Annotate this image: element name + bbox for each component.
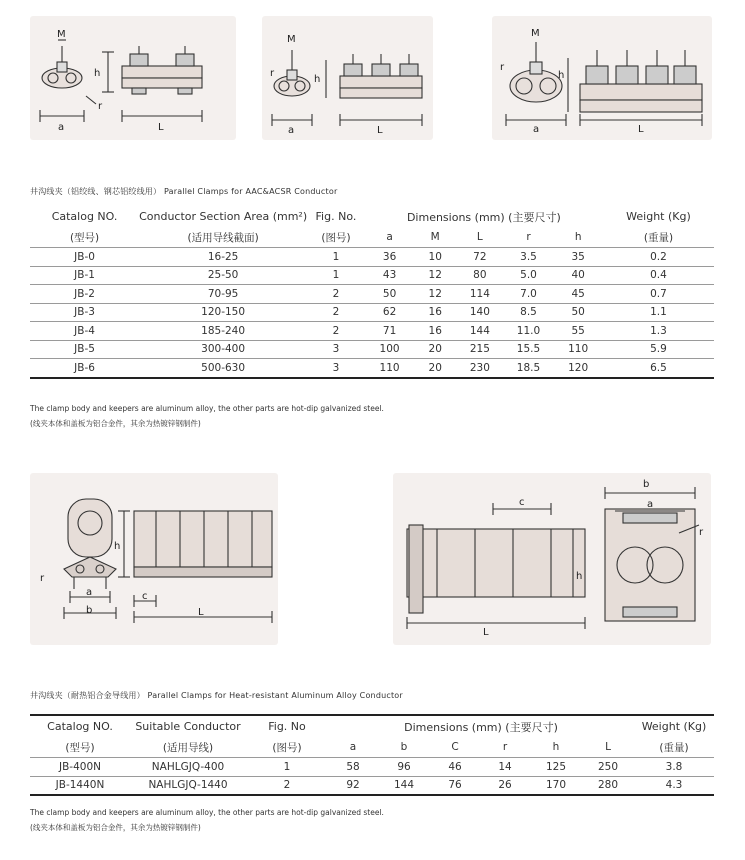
fig5-label-c: c: [519, 497, 525, 508]
cell-h: 35: [553, 248, 603, 267]
cell-conductor: 500-630: [139, 359, 307, 378]
subheader-h: h: [530, 737, 582, 758]
cell-C: 46: [430, 758, 480, 777]
table-row: [30, 303, 714, 322]
fig1-label-L: L: [158, 122, 164, 133]
cell-conductor: NAHLGJQ-400: [130, 758, 246, 777]
subheader-conductor: (适用导线): [130, 737, 246, 758]
cell-L: 215: [456, 340, 504, 359]
fig3-label-r: r: [500, 62, 505, 73]
header-fig: Fig. No: [246, 715, 328, 737]
cell-M: 20: [414, 340, 456, 359]
cell-conductor: 185-240: [139, 322, 307, 341]
subheader-r: r: [480, 737, 530, 758]
header-dimensions: Dimensions (mm) (主要尺寸): [406, 210, 561, 224]
cell-r: 7.0: [504, 285, 554, 304]
subheader-a: a: [365, 227, 415, 248]
cell-fig: 2: [307, 285, 365, 304]
cell-a: 92: [328, 776, 378, 795]
cell-L: 144: [456, 322, 504, 341]
header-weight: Weight (Kg): [634, 715, 714, 737]
fig3-label-M: M: [531, 28, 540, 39]
subheader-a: a: [328, 737, 378, 758]
cell-L: 250: [582, 758, 634, 777]
cell-a: 43: [365, 266, 415, 285]
cell-C: 76: [430, 776, 480, 795]
cell-a: 62: [365, 303, 415, 322]
cell-a: 100: [365, 340, 415, 359]
cell-h: 125: [530, 758, 582, 777]
cell-L: 140: [456, 303, 504, 322]
header-weight: Weight (Kg): [626, 210, 691, 223]
clamp-drawing-2: [262, 16, 433, 140]
cell-fig: 1: [246, 758, 328, 777]
cell-h: 40: [553, 266, 603, 285]
cell-h: 170: [530, 776, 582, 795]
fig4-label-L: L: [198, 607, 204, 618]
figure-jb-type-2: [262, 16, 433, 140]
section2-note-en: The clamp body and keepers are aluminum alloy, the other parts are hot-dip galvanized steel.: [30, 808, 384, 817]
cell-catalog: JB-0: [30, 248, 139, 267]
cell-weight: 4.3: [634, 776, 714, 795]
subheader-fig: (图号): [246, 737, 328, 758]
clamp-drawing-4: [30, 473, 278, 645]
cell-fig: 2: [307, 303, 365, 322]
cell-a: 58: [328, 758, 378, 777]
fig5-label-b: b: [643, 479, 650, 490]
header-fig: Fig. No.: [315, 210, 357, 223]
cell-conductor: 70-95: [139, 285, 307, 304]
cell-r: 8.5: [504, 303, 554, 322]
cell-L: 280: [582, 776, 634, 795]
cell-weight: 6.5: [603, 359, 714, 378]
cell-r: 26: [480, 776, 530, 795]
table-row: [30, 266, 714, 285]
table-row: [30, 248, 714, 267]
cell-catalog: JB-2: [30, 285, 139, 304]
cell-catalog: JB-400N: [30, 758, 130, 777]
section1-note-cn: (线夹本体和盖板为铝合金件，其余为热镀锌钢制件): [30, 419, 201, 428]
subheader-weight: (重量): [634, 737, 714, 758]
cell-weight: 3.8: [634, 758, 714, 777]
section2-subheader-row: [30, 737, 714, 758]
fig1-label-M: M: [57, 29, 66, 40]
clamp-drawing-1: [30, 16, 236, 140]
figure-jb-type-1: [30, 16, 236, 140]
cell-conductor: 25-50: [139, 266, 307, 285]
cell-h: 45: [553, 285, 603, 304]
cell-M: 12: [414, 266, 456, 285]
cell-a: 50: [365, 285, 415, 304]
cell-conductor: NAHLGJQ-1440: [130, 776, 246, 795]
cell-conductor: 120-150: [139, 303, 307, 322]
cell-catalog: JB-5: [30, 340, 139, 359]
cell-h: 120: [553, 359, 603, 378]
cell-fig: 1: [307, 248, 365, 267]
fig3-label-h: h: [558, 70, 565, 81]
section1-title: 井沟线夹（铝绞线、钢芯铝绞线用） Parallel Clamps for AAC&ACSR Conductor: [30, 187, 338, 196]
fig2-label-h: h: [314, 74, 321, 85]
cell-fig: 1: [307, 266, 365, 285]
cell-fig: 2: [246, 776, 328, 795]
cell-L: 72: [456, 248, 504, 267]
cell-a: 71: [365, 322, 415, 341]
fig3-label-L: L: [638, 124, 644, 135]
cell-r: 18.5: [504, 359, 554, 378]
cell-catalog: JB-4: [30, 322, 139, 341]
cell-r: 14: [480, 758, 530, 777]
fig1-label-a: a: [58, 122, 65, 133]
subheader-b: b: [378, 737, 430, 758]
section1-spec-table: [30, 206, 714, 379]
table-row: [30, 776, 714, 795]
fig4-label-c: c: [142, 591, 148, 602]
figure-jb-type-3: [492, 16, 712, 140]
clamp-drawing-5: [393, 473, 711, 645]
cell-r: 15.5: [504, 340, 554, 359]
table-row: [30, 285, 714, 304]
table-row: [30, 359, 714, 378]
fig5-label-r: r: [699, 527, 704, 538]
fig2-label-r: r: [270, 68, 275, 79]
fig2-label-L: L: [377, 125, 383, 136]
fig4-label-a: a: [86, 587, 93, 598]
cell-weight: 1.3: [603, 322, 714, 341]
cell-M: 12: [414, 285, 456, 304]
cell-a: 110: [365, 359, 415, 378]
cell-weight: 5.9: [603, 340, 714, 359]
cell-L: 114: [456, 285, 504, 304]
fig3-label-a: a: [533, 124, 540, 135]
subheader-fig: (图号): [307, 227, 365, 248]
header-conductor: Suitable Conductor: [130, 715, 246, 737]
cell-a: 36: [365, 248, 415, 267]
cell-conductor: 16-25: [139, 248, 307, 267]
cell-weight: 0.2: [603, 248, 714, 267]
cell-fig: 3: [307, 359, 365, 378]
cell-weight: 0.7: [603, 285, 714, 304]
cell-b: 96: [378, 758, 430, 777]
cell-catalog: JB-1: [30, 266, 139, 285]
cell-fig: 3: [307, 340, 365, 359]
section1-header-row: [30, 206, 714, 227]
table-row: [30, 340, 714, 359]
subheader-M: M: [414, 227, 456, 248]
table-row: [30, 322, 714, 341]
section1-note-en: The clamp body and keepers are aluminum alloy, the other parts are hot-dip galvanized steel.: [30, 404, 384, 413]
cell-weight: 1.1: [603, 303, 714, 322]
subheader-C: C: [430, 737, 480, 758]
cell-L: 80: [456, 266, 504, 285]
figure-jb-n-type-2: [393, 473, 711, 645]
fig5-label-L: L: [483, 627, 489, 638]
cell-weight: 0.4: [603, 266, 714, 285]
subheader-catalog: (型号): [30, 737, 130, 758]
clamp-drawing-3: [492, 16, 712, 140]
fig4-label-b: b: [86, 605, 93, 616]
figure-jb-n-type-1: [30, 473, 278, 645]
subheader-h: h: [553, 227, 603, 248]
cell-L: 230: [456, 359, 504, 378]
cell-b: 144: [378, 776, 430, 795]
subheader-L: L: [582, 737, 634, 758]
section2-spec-table: [30, 714, 714, 796]
header-catalog: Catalog NO.: [30, 715, 130, 737]
section1-subheader-row: [30, 227, 714, 248]
subheader-L: L: [456, 227, 504, 248]
fig5-label-h: h: [576, 571, 583, 582]
fig4-label-r: r: [40, 573, 45, 584]
subheader-conductor: (适用导线截面): [139, 227, 307, 248]
table-row: [30, 758, 714, 777]
cell-M: 16: [414, 322, 456, 341]
cell-M: 10: [414, 248, 456, 267]
cell-conductor: 300-400: [139, 340, 307, 359]
header-catalog: Catalog NO.: [51, 210, 118, 223]
fig2-label-M: M: [287, 34, 296, 45]
cell-h: 110: [553, 340, 603, 359]
section2-header-row: [30, 715, 714, 737]
subheader-r: r: [504, 227, 554, 248]
cell-M: 20: [414, 359, 456, 378]
subheader-catalog: (型号): [30, 227, 139, 248]
fig1-label-r: r: [98, 101, 103, 112]
fig5-label-a: a: [647, 499, 654, 510]
cell-catalog: JB-1440N: [30, 776, 130, 795]
cell-catalog: JB-6: [30, 359, 139, 378]
cell-r: 11.0: [504, 322, 554, 341]
cell-r: 3.5: [504, 248, 554, 267]
header-conductor: Conductor Section Area (mm²): [139, 210, 308, 223]
subheader-weight: (重量): [603, 227, 714, 248]
cell-h: 50: [553, 303, 603, 322]
cell-h: 55: [553, 322, 603, 341]
section2-title: 井沟线夹（耐热铝合金导线用） Parallel Clamps for Heat-resistant Aluminum Alloy Conductor: [30, 691, 403, 700]
header-dimensions: Dimensions (mm) (主要尺寸): [328, 715, 634, 737]
cell-fig: 2: [307, 322, 365, 341]
fig1-label-h: h: [94, 68, 101, 79]
cell-catalog: JB-3: [30, 303, 139, 322]
fig4-label-h: h: [114, 541, 121, 552]
fig2-label-a: a: [288, 125, 295, 136]
cell-r: 5.0: [504, 266, 554, 285]
cell-M: 16: [414, 303, 456, 322]
section2-note-cn: (线夹本体和盖板为铝合金件，其余为热镀锌钢制件): [30, 823, 201, 832]
